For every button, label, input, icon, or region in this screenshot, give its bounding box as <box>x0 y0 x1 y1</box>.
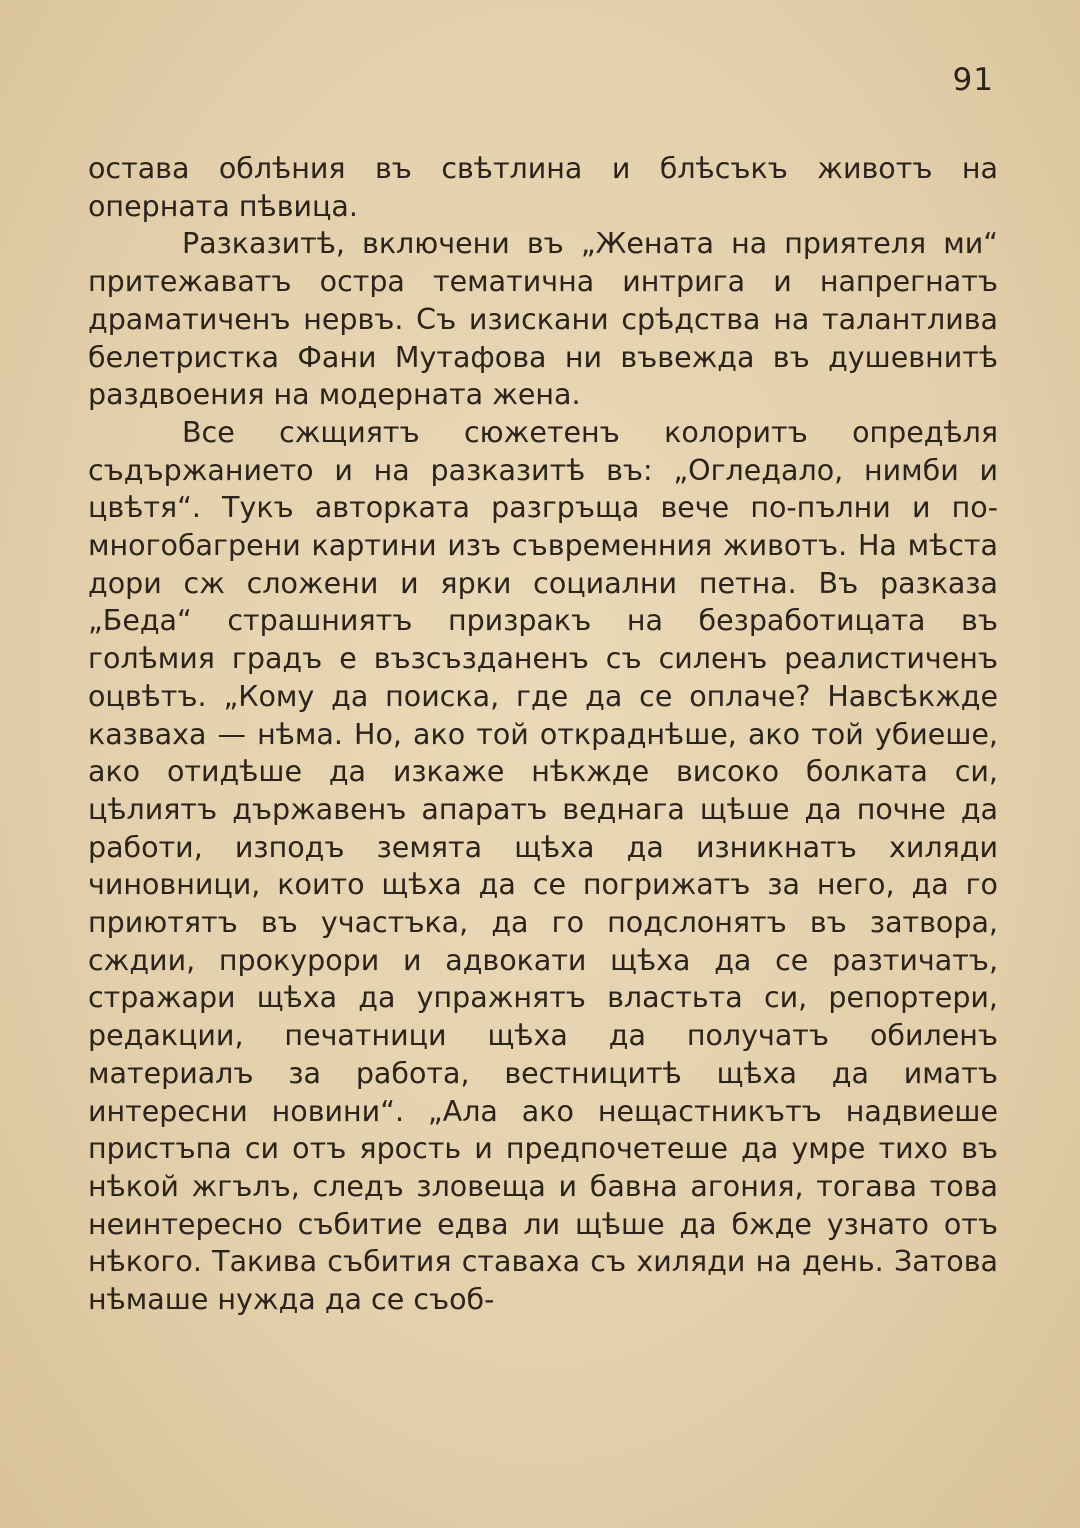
page-number: 91 <box>952 62 994 98</box>
body-text <box>88 150 998 1319</box>
paragraph-3: Все сжщиятъ сюжетенъ колоритъ опредѣля съдържанието и на разказитѣ въ: „Огледало, нимби и цвѣтя“. Тукъ авторката разгръща вече по-пълни и по-многобагрени картини изъ съвременния животъ. На мѣста дори сж сложени и ярки социални петна. Въ разказа „Беда“ страшниятъ призракъ на безработицата въ голѣмия градъ е възсъзданенъ съ силенъ реалистиченъ оцвѣтъ. „Кому да поиска, где да се оплаче? Навсѣкжде казваха — нѣма. Но, ако той откраднѣше, ако той убиеше, ако отидѣше да изкаже нѣкжде високо болката си, цѣлиятъ държавенъ апаратъ веднага щѣше да почне да работи, изподъ земята щѣха да изникнатъ хиляди чиновници, които щѣха да се погрижатъ за него, да го приютятъ въ участъка, да го подслонятъ въ затвора, сждии, прокурори и адвокати щѣха да се разтичатъ, стражари щѣха да упражнятъ властьта си, репортери, редакции, печатници щѣха да получатъ обиленъ материалъ за работа, вестницитѣ щѣха да иматъ интересни новини“. „Ала ако нещастникътъ надвиеше пристъпа си отъ ярость и предпочетеше да умре тихо въ нѣкой жгълъ, следъ зловеща и бавна агония, тогава това неинтересно събитие едва ли щѣше да бжде узнато отъ нѣкого. Такива събития ставаха съ хиляди на день. Затова нѣмаше нужда да се съоб- <box>88 415 998 1317</box>
paragraph-1: остава облѣния въ свѣтлина и блѣсъкъ животъ на оперната пѣвица. <box>88 152 998 223</box>
paragraph-2: Разказитѣ, включени въ „Жената на приятеля ми“ притежаватъ остра тематична интрига и напрегнатъ драматиченъ нервъ. Съ изискани срѣдства на талантлива белетристка Фани Мутафова ни въвежда въ душевнитѣ раздвоения на модерната жена. <box>88 227 998 412</box>
